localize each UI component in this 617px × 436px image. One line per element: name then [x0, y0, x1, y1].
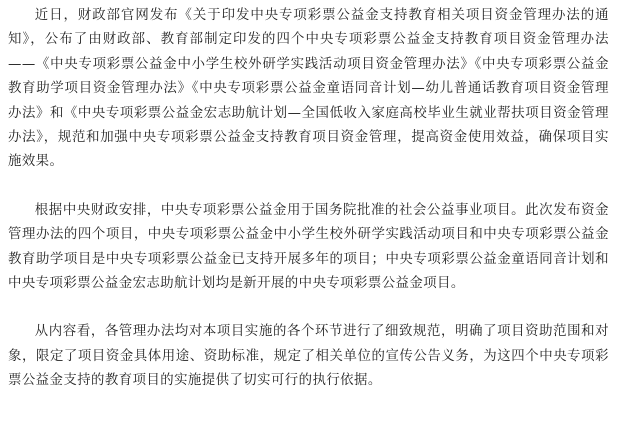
article-paragraph-1: 近日，财政部官网发布《关于印发中央专项彩票公益金支持教育相关项目资金管理办法的通知》，公布了由财政部、教育部制定印发的四个中央专项彩票公益金支持教育项目资金管理办法——《中央专项彩票公益金中小学生校外研学实践活动项目资金管理办法》《中央专项彩票公益金教育助学项目资金管理办法》《中央专项彩票公益金童语同音计划—幼儿普通话教育项目资金管理办法》和《中央专项彩票公益金宏志助航计划—全国低收入家庭高校毕业生就业帮扶项目资金管理办法》，规范和加强中央专项彩票公益金支持教育项目资金管理，提高资金使用效益，确保项目实施效果。	[8, 8, 609, 170]
paragraph-spacer	[8, 296, 609, 320]
article-body	[8, 4, 609, 394]
paragraph-spacer	[8, 175, 609, 199]
article-paragraph-2: 根据中央财政安排，中央专项彩票公益金用于国务院批准的社会公益事业项目。此次发布资金管理办法的四个项目，中央专项彩票公益金中小学生校外研学实践活动项目和中央专项彩票公益金教育助学项目是中央专项彩票公益金已支持开展多年的项目；中央专项彩票公益金童语同音计划和中央专项彩票公益金宏志助航计划均是新开展的中央专项彩票公益金项目。	[8, 202, 609, 292]
article-paragraph-3: 从内容看，各管理办法均对本项目实施的各个环节进行了细致规范，明确了项目资助范围和对象，限定了项目资金具体用途、资助标准，规定了相关单位的宣传公告义务，为这四个中央专项彩票公益金支持的教育项目的实施提供了切实可行的执行依据。	[8, 324, 609, 389]
